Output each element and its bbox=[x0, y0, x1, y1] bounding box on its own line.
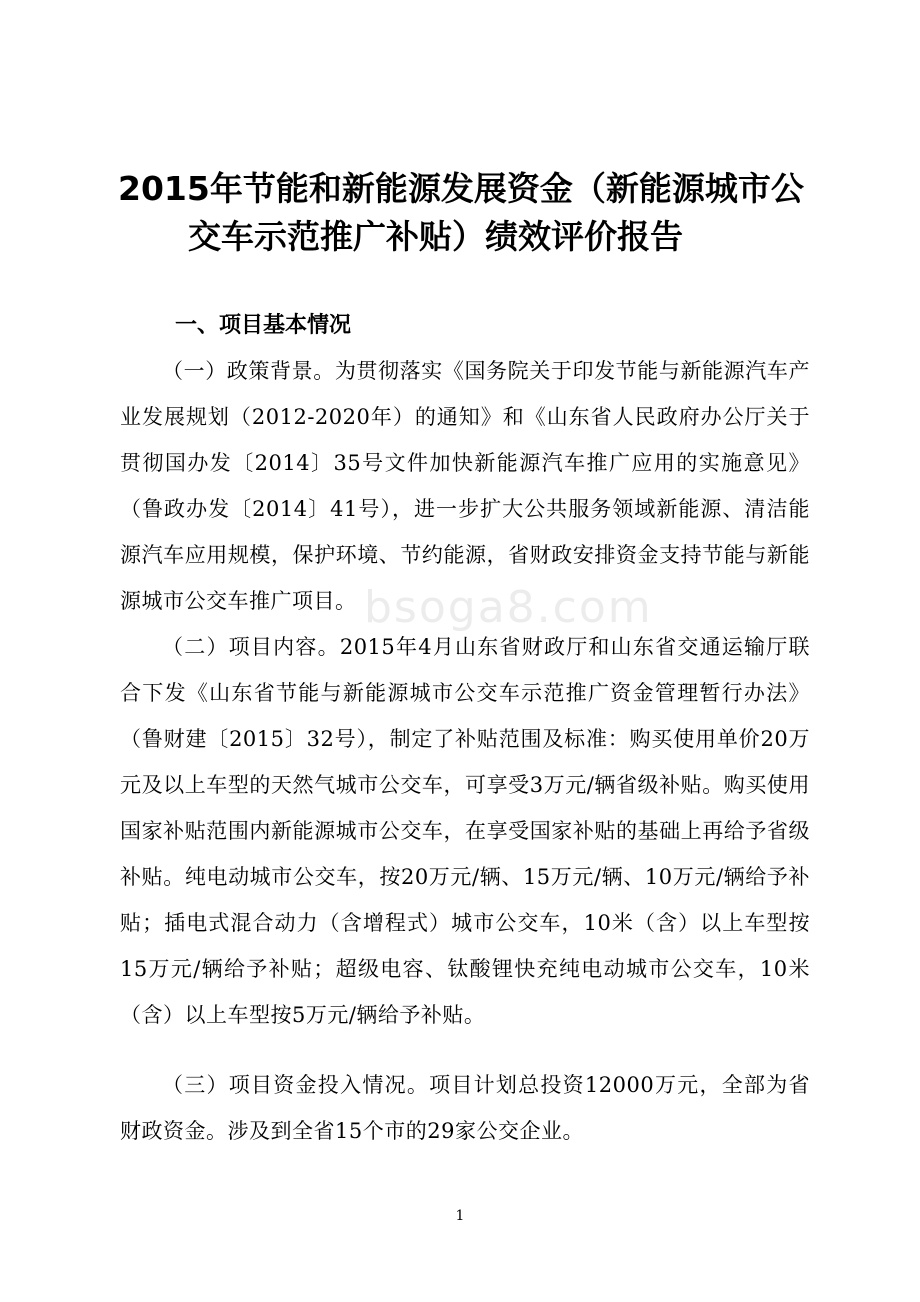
paragraph-project-content: （二）项目内容。2015年4月山东省财政厅和山东省交通运输厅联合下发《山东省节能与新能源城市公交车示范推广资金管理暂行办法》（鲁财建〔2015〕32号），制定了补贴范围及标准：购买使用单价20万元及以上车型的天然气城市公交车，可享受3万元/辆省级补贴。购买使用国家补贴范围内新能源城市公交车，在享受国家补贴的基础上再给予省级补贴。纯电动城市公交车，按20万元/辆、15万元/辆、10万元/辆给予补贴；插电式混合动力（含增程式）城市公交车，10米（含）以上车型按15万元/辆给予补贴；超级电容、钛酸锂快充纯电动城市公交车，10米（含）以上车型按5万元/辆给予补贴。 bbox=[120, 635, 810, 1027]
paragraph-policy-background: （一）政策背景。为贯彻落实《国务院关于印发节能与新能源汽车产业发展规划（2012-2020年）的通知》和《山东省人民政府办公厅关于贯彻国办发〔2014〕35号文件加快新能源汽车推广应用的实施意见》（鲁政办发〔2014〕41号），进一步扩大公共服务领域新能源、清洁能源汽车应用规模，保护环境、节约能源，省财政安排资金支持节能与新能源城市公交车推广项目。 bbox=[120, 359, 810, 613]
page-number: 1 bbox=[455, 1208, 465, 1224]
watermark: bsoga8.com bbox=[364, 582, 653, 633]
document-title-line-1: 2015年节能和新能源发展资金（新能源城市公 bbox=[118, 169, 804, 208]
paragraph-funding: （三）项目资金投入情况。项目计划总投资12000万元，全部为省财政资金。涉及到全省15个市的29家公交企业。 bbox=[120, 1073, 810, 1143]
section-heading: 一、项目基本情况 bbox=[175, 313, 352, 338]
document-title-line-2: 交车示范推广补贴）绩效评价报告 bbox=[188, 217, 683, 256]
